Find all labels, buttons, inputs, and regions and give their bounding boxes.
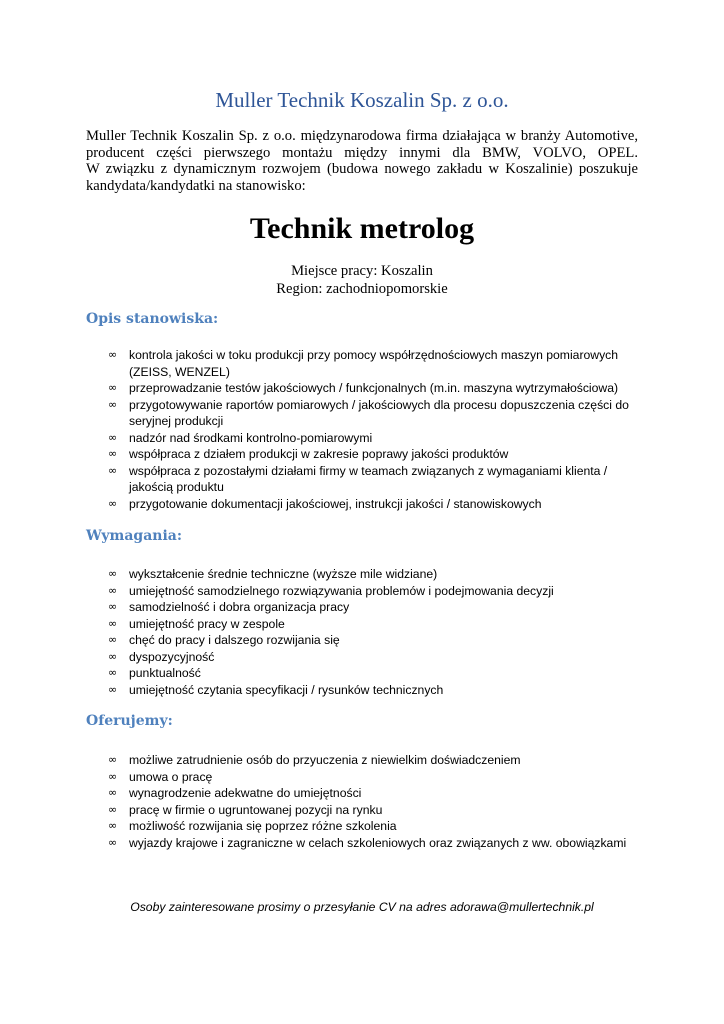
infinity-bullet-icon: ∞ [108,381,118,394]
list-item-text: współpraca z działem produkcji w zakresie poprawy jakości produktów [129,447,509,461]
list-item-text: umiejętność pracy w zespole [129,616,285,631]
infinity-bullet-icon: ∞ [108,666,118,679]
infinity-bullet-icon: ∞ [108,430,118,444]
infinity-bullet-icon: ∞ [108,682,118,696]
list-item-text: wykształcenie średnie techniczne (wyższe mile widziane) [129,567,438,581]
list-item [108,496,648,513]
section-heading-requirements: Wymagania: [86,528,183,544]
list-item [108,430,648,447]
infinity-bullet-icon: ∞ [108,583,118,597]
list-item-text: kontrola jakości w toku produkcji przy pomocy współrzędnościowych maszyn pomiarowych (ZEISS, WENZEL) [129,348,619,379]
list-item [108,380,648,397]
list-item [108,752,648,769]
list-item [108,463,648,496]
list-item-text: umowa o pracę [129,769,213,784]
infinity-bullet-icon: ∞ [108,753,118,766]
intro-line: Muller Technik Koszalin Sp. z o.o. międzynarodowa firma działająca w branży Automotive, [86,128,638,144]
contact-note-text: Osoby zainteresowane prosimy o przesyłanie CV na adres adorawa@mullertechnik.pl [130,900,594,914]
list-item-text: pracę w firmie o ugruntowanej pozycji na rynku [129,802,383,817]
infinity-bullet-icon: ∞ [108,397,118,411]
list-item [108,785,648,802]
infinity-bullet-icon: ∞ [108,649,118,663]
list-item [108,682,648,699]
infinity-bullet-icon: ∞ [108,769,118,783]
infinity-bullet-icon: ∞ [108,786,118,799]
list-item [108,616,648,633]
list-item [108,632,648,649]
section-heading-offer: Oferujemy: [86,713,173,729]
list-item [108,835,648,852]
list-item-text: przeprowadzanie testów jakościowych / funkcjonalnych (m.in. maszyna wytrzymałościowa) [129,381,619,395]
intro-line: producent części pierwszego montażu między innymi dla BMW, VOLVO, OPEL. [86,144,638,161]
region: Region: zachodniopomorskie [276,280,448,297]
list-item-text: umiejętność samodzielnego rozwiązywania problemów i podejmowania decyzji [129,583,554,598]
infinity-bullet-icon: ∞ [108,819,118,832]
list-item [108,599,648,616]
section-heading-description: Opis stanowiska: [86,311,219,327]
list-item [108,583,648,600]
infinity-bullet-icon: ∞ [108,348,118,361]
list-item-text: przygotowanie dokumentacji jakościowej, instrukcji jakości / stanowiskowych [129,496,542,511]
infinity-bullet-icon: ∞ [108,600,118,613]
list-item-text: nadzór nad środkami kontrolno-pomiarowymi [129,430,373,445]
infinity-bullet-icon: ∞ [108,616,118,630]
list-item-text: punktualność [129,666,201,680]
list-item [108,397,648,430]
list-item [108,802,648,819]
intro-line: kandydata/kandydatki na stanowisko: [86,177,306,194]
intro-paragraph [86,128,638,194]
location-block [0,263,724,298]
infinity-bullet-icon: ∞ [108,633,118,646]
description-list [108,347,648,512]
list-item-text: wynagrodzenie adekwatne do umiejętności [129,786,362,800]
infinity-bullet-icon: ∞ [108,567,118,580]
list-item-text: dyspozycyjność [129,649,215,664]
infinity-bullet-icon: ∞ [108,463,118,477]
intro-line: W związku z dynamicznym rozwojem (budowa nowego zakładu w Koszalinie) poszukuje [86,161,638,177]
list-item [108,649,648,666]
list-item [108,818,648,835]
job-title: Technik metrolog [249,212,475,245]
infinity-bullet-icon: ∞ [108,835,118,849]
infinity-bullet-icon: ∞ [108,496,118,510]
list-item [108,566,648,583]
infinity-bullet-icon: ∞ [108,447,118,460]
infinity-bullet-icon: ∞ [108,802,118,816]
offer-list [108,752,648,851]
list-item [108,446,648,463]
requirements-list [108,566,648,698]
list-item [108,769,648,786]
list-item [108,665,648,682]
list-item-text: samodzielność i dobra organizacja pracy [129,600,350,614]
list-item-text: możliwe zatrudnienie osób do przyuczenia z niewielkim doświadczeniem [129,753,521,767]
list-item-text: współpraca z pozostałymi działami firmy w teamach związanych z wymaganiami klienta / jakością produktu [129,463,608,494]
list-item [108,347,648,380]
company-title: Muller Technik Koszalin Sp. z o.o. [215,88,509,112]
list-item-text: wyjazdy krajowe i zagraniczne w celach szkoleniowych oraz związanych z ww. obowiązkami [129,835,627,850]
list-item-text: umiejętność czytania specyfikacji / rysunków technicznych [129,682,444,697]
workplace: Miejsce pracy: Koszalin [291,263,433,279]
list-item-text: przygotowywanie raportów pomiarowych / jakościowych dla procesu dopuszczenia części do seryjnej produkcji [129,397,629,428]
list-item-text: możliwość rozwijania się poprzez różne szkolenia [129,819,397,833]
list-item-text: chęć do pracy i dalszego rozwijania się [129,633,340,647]
contact-note [0,900,724,914]
